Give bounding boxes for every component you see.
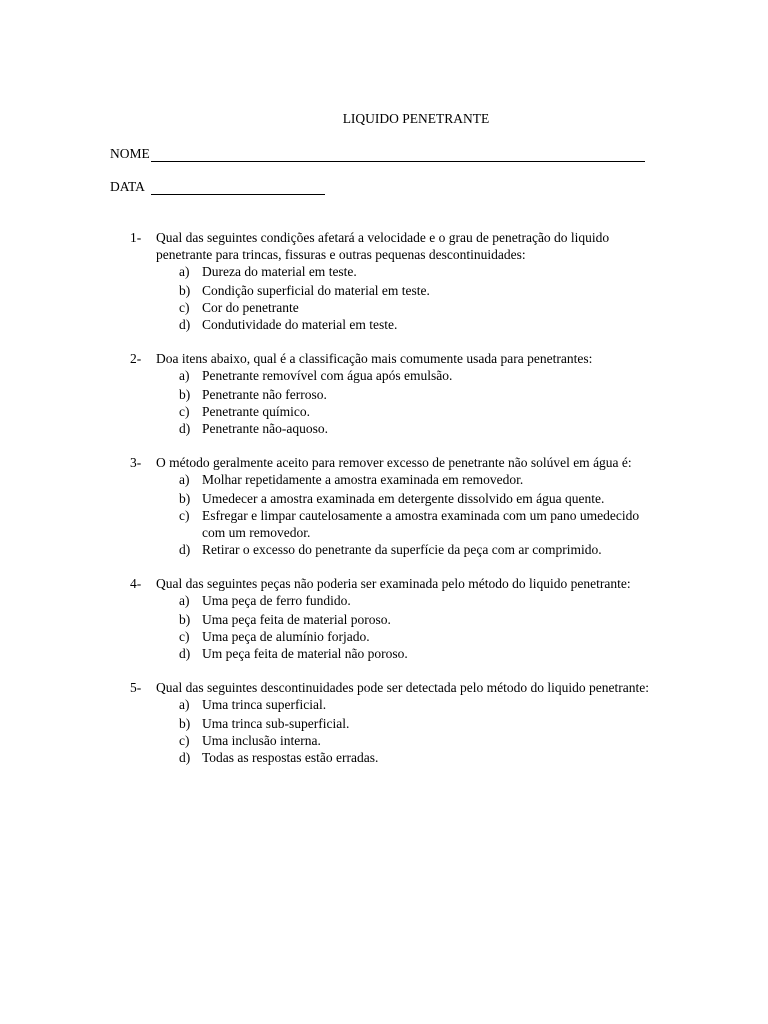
option-d (179, 645, 650, 662)
option-letter: d) (179, 542, 191, 557)
question-1 (130, 229, 650, 333)
option-d (179, 749, 650, 766)
option-text: Uma trinca sub-superficial. (202, 716, 350, 731)
question-number: 3- (130, 455, 142, 470)
option-text: Uma trinca superficial. (202, 697, 327, 712)
option-text: Esfregar e limpar cautelosamente a amostra examinada com um pano umedecido com um removedor. (202, 508, 640, 540)
data-field-row (110, 178, 325, 195)
option-b (179, 282, 650, 299)
option-a (179, 696, 650, 713)
question-text: O método geralmente aceito para remover excesso de penetrante não solúvel em água é: (156, 455, 632, 470)
option-letter: b) (179, 387, 191, 402)
option-letter: b) (179, 612, 191, 627)
option-c (179, 299, 650, 316)
option-text: Cor do penetrante (202, 300, 299, 315)
option-b (179, 715, 650, 732)
option-letter: d) (179, 317, 191, 332)
option-a (179, 263, 650, 280)
option-letter: c) (179, 300, 190, 315)
document-title: LIQUIDO PENETRANTE (342, 111, 490, 126)
option-letter: c) (179, 629, 190, 644)
option-letter: c) (179, 733, 190, 748)
option-text: Penetrante não-aquoso. (202, 421, 328, 436)
nome-label: NOME (110, 146, 150, 161)
option-text: Uma inclusão interna. (202, 733, 321, 748)
option-text: Condição superficial do material em teste. (202, 283, 430, 298)
option-letter: a) (179, 472, 190, 487)
option-letter: b) (179, 716, 191, 731)
option-letter: a) (179, 593, 190, 608)
option-text: Umedecer a amostra examinada em detergente dissolvido em água quente. (202, 491, 605, 506)
question-2 (130, 350, 650, 437)
option-text: Uma peça feita de material poroso. (202, 612, 391, 627)
option-d (179, 316, 650, 333)
option-text: Penetrante não ferroso. (202, 387, 327, 402)
option-text: Retirar o excesso do penetrante da superfície da peça com ar comprimido. (202, 542, 602, 557)
option-text: Uma peça de alumínio forjado. (202, 629, 370, 644)
option-b (179, 490, 650, 507)
option-b (179, 611, 650, 628)
option-text: Penetrante químico. (202, 404, 310, 419)
option-letter: d) (179, 646, 191, 661)
question-5 (130, 679, 650, 766)
question-3 (130, 454, 650, 558)
question-number: 1- (130, 230, 142, 245)
option-letter: a) (179, 368, 190, 383)
option-a (179, 471, 650, 488)
option-d (179, 420, 650, 437)
option-list (179, 696, 650, 766)
nome-blank-line (151, 147, 645, 162)
option-c (179, 403, 650, 420)
question-number: 5- (130, 680, 142, 695)
question-text: Doa itens abaixo, qual é a classificação mais comumente usada para penetrantes: (156, 351, 593, 366)
option-letter: c) (179, 404, 190, 419)
question-list (130, 229, 650, 783)
option-list (179, 263, 650, 333)
option-text: Um peça feita de material não poroso. (202, 646, 408, 661)
question-number: 4- (130, 576, 142, 591)
option-letter: d) (179, 750, 191, 765)
option-list (179, 471, 650, 558)
option-c (179, 507, 650, 541)
option-a (179, 592, 650, 609)
option-c (179, 628, 650, 645)
question-text: Qual das seguintes condições afetará a velocidade e o grau de penetração do liquido penetrante para trincas, fissuras e outras pequenas descontinuidades: (156, 230, 610, 262)
question-text: Qual das seguintes descontinuidades pode ser detectada pelo método do liquido penetrante: (156, 680, 649, 695)
option-list (179, 592, 650, 662)
question-text: Qual das seguintes peças não poderia ser examinada pelo método do liquido penetrante: (156, 576, 631, 591)
data-blank-line (151, 180, 325, 195)
option-text: Uma peça de ferro fundido. (202, 593, 351, 608)
option-c (179, 732, 650, 749)
option-letter: c) (179, 508, 190, 523)
option-letter: a) (179, 697, 190, 712)
question-number: 2- (130, 351, 142, 366)
option-text: Dureza do material em teste. (202, 264, 357, 279)
nome-field-row (110, 145, 645, 162)
option-letter: d) (179, 421, 191, 436)
data-label: DATA (110, 179, 145, 194)
option-text: Todas as respostas estão erradas. (202, 750, 379, 765)
option-text: Penetrante removível com água após emulsão. (202, 368, 453, 383)
option-d (179, 541, 650, 558)
question-4 (130, 575, 650, 662)
option-b (179, 386, 650, 403)
option-a (179, 367, 650, 384)
option-letter: b) (179, 491, 191, 506)
option-letter: a) (179, 264, 190, 279)
option-text: Molhar repetidamente a amostra examinada em removedor. (202, 472, 524, 487)
option-list (179, 367, 650, 437)
option-text: Condutividade do material em teste. (202, 317, 398, 332)
option-letter: b) (179, 283, 191, 298)
